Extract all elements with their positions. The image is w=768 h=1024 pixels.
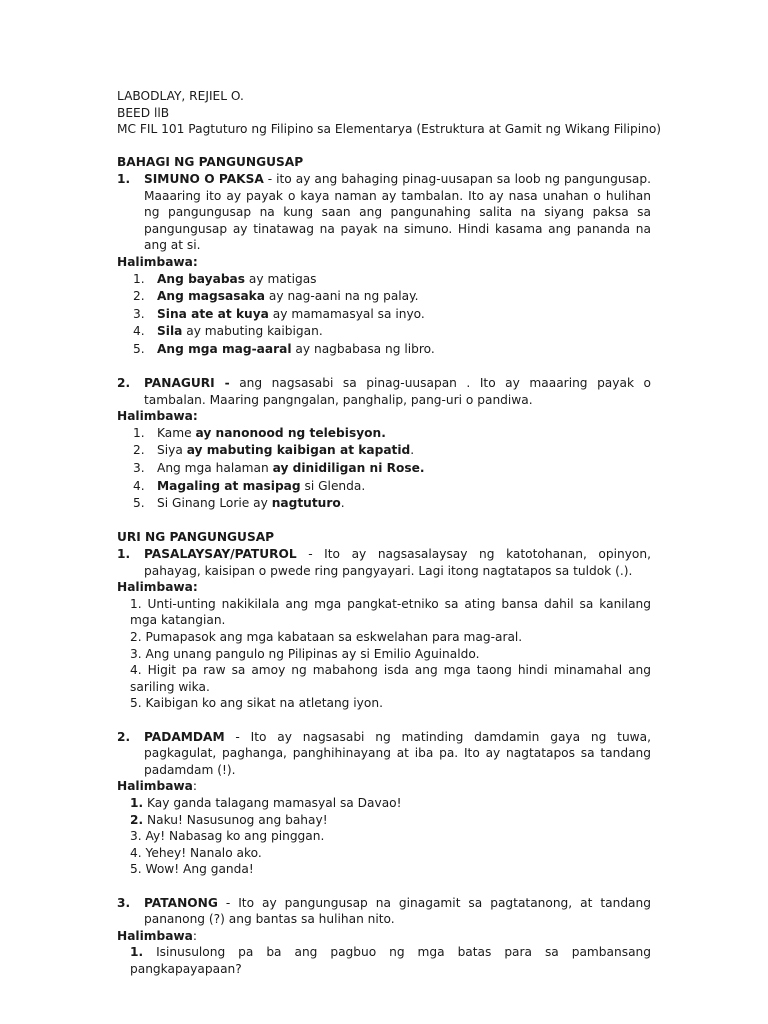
example-rest: ay nag-aani na ng palay. [265,289,419,304]
example-item [117,425,651,443]
section-title-bahagi: BAHAGI NG PANGUNGUSAP [117,155,304,170]
student-name: LABODLAY, REJIEL O. [117,89,244,103]
example-number: 3. [133,306,145,321]
example-item [117,271,651,289]
spacer [117,359,651,376]
term: PATANONG [144,895,218,910]
example-rest: ay matigas [245,271,317,286]
example-text: Kay ganda talagang mamasyal sa Davao! [143,795,402,810]
example-item: 4. Higit pa raw sa amoy ng mabahong isda ang mga taong hindi minamahal ang sariling wika. [130,663,651,694]
halimbawa-label: Halimbawa: [117,580,198,595]
document-page [117,88,662,977]
example-item: 1. Unti-unting nakikilala ang mga pangkat-etniko sa ating bansa dahil sa kanilang mga katangian. [130,596,651,628]
definition-text: - Ito ay nagsasalaysay ng katotohanan, opinyon, pahayag, kaisipan o pwede ring pangyayari. Lagi itong nagtatapos sa tuldok (.). [144,547,651,578]
patanong-definition [117,895,651,928]
example-number: 1. [133,271,145,286]
example-text: Isinusulong pa ba ang pagbuo ng mga batas para sa pambansang pangkapayapaan? [130,945,651,976]
example-number: 1. [130,795,144,810]
example-number: 2. [133,289,145,304]
example-number: 4. [133,478,145,493]
halimbawa-label [117,778,651,795]
simuno-definition [117,171,651,254]
example-item [117,861,651,878]
example-subject: Sila [157,324,183,339]
example-item [117,288,651,306]
example-number: 3. [133,461,145,476]
example-item [117,442,651,460]
halimbawa-word: Halimbawa [117,928,193,943]
example-text: Ay! Nabasag ko ang pinggan. [141,829,325,844]
example-predicate: ay dinidiligan ni Rose. [272,461,425,476]
example-number: 4. [133,324,145,339]
example-subject: Ang magsasaka [157,289,266,304]
example-subject: Ang mga mag-aaral [157,341,292,356]
example-item [117,341,651,359]
item-number: 1. [117,171,131,186]
example-item [117,495,651,513]
example-item [117,828,651,845]
student-program: BEED llB [117,105,170,120]
example-item: 2. Pumapasok ang mga kabataan sa eskwelahan para mag-aral. [130,630,523,644]
item-number: 2. [117,376,131,391]
example-pre: Siya [157,443,187,458]
halimbawa-label: Halimbawa: [117,254,198,269]
panaguri-definition [117,375,651,408]
item-number: 1. [117,547,131,562]
example-subject: Sina ate at kuya [157,306,269,321]
example-predicate: ay nanonood ng telebisyon. [195,425,386,440]
example-text: Wow! Ang ganda! [141,862,254,877]
example-number: 1. [130,945,144,960]
item-number: 2. [117,729,131,744]
example-rest: ay mabuting kaibigan. [182,324,323,339]
example-item [117,306,651,324]
example-rest: ay nagbabasa ng libro. [291,341,435,356]
example-post: . [340,496,345,511]
example-item [117,812,651,829]
example-predicate: Magaling at masipag [157,478,301,493]
spacer [117,878,651,895]
halimbawa-label: Halimbawa: [117,409,198,424]
spacer [117,712,651,729]
item-number: 3. [117,895,131,910]
example-item [117,323,651,341]
example-number: 2. [133,443,145,458]
course-title: MC FIL 101 Pagtuturo ng Filipino sa Elementarya (Estruktura at Gamit ng Wikang Filipino) [117,122,662,137]
example-number: 1. [133,425,145,440]
example-number: 5. [133,341,145,356]
padamdam-definition [117,729,651,779]
example-text: Yehey! Nanalo ako. [141,845,262,860]
spacer [117,138,651,155]
example-item: 3. Ang unang pangulo ng Pilipinas ay si Emilio Aguinaldo. [130,646,480,661]
example-predicate: nagtuturo [271,496,341,511]
example-pre: Kame [157,425,196,440]
example-item [117,944,651,977]
example-item [117,478,651,496]
colon: : [192,928,198,943]
definition-text: - ito ay ang bahaging pinag-uusapan sa loob ng pangungusap. Maaaring ito ay payak o kaya naman ay tambalan. Ito ay nasa unahan o hulihan ng pangungusap na kung saan ang pangunahing salita na siyang paksa sa pangungusap ay tinatawag na payak na simuno. Hindi kasama ang pananda na ang at si. [144,171,651,253]
example-number: 2. [130,812,144,827]
example-number: 3. [130,829,142,844]
example-item [117,795,651,812]
example-text: Naku! Nasusunog ang bahay! [143,812,328,827]
example-number: 5. [130,862,142,877]
spacer [117,513,651,530]
example-post: si Glenda. [300,478,366,493]
example-rest: ay mamamasyal sa inyo. [268,306,425,321]
example-item: 5. Kaibigan ko ang sikat na atletang iyon. [130,696,383,711]
example-predicate: ay mabuting kaibigan at kapatid [186,443,411,458]
term: PANAGURI - [144,376,230,391]
colon: : [192,779,198,794]
definition-text: ang nagsasabi sa pinag-uusapan . Ito ay maaaring payak o tambalan. Maaring pangngalan, panghalip, pang-uri o pandiwa. [144,376,652,407]
term: SIMUNO O PAKSA [144,171,264,186]
example-pre: Ang mga halaman [157,461,273,476]
example-pre: Si Ginang Lorie ay [157,496,272,511]
example-item [117,845,651,862]
example-post: . [410,443,415,458]
example-number: 4. [130,845,142,860]
section-title-uri: URI NG PANGUNGUSAP [117,530,275,545]
term: PASALAYSAY/PATUROL [144,547,297,562]
halimbawa-word: Halimbawa [117,779,193,794]
halimbawa-label [117,928,651,945]
example-number: 5. [133,496,145,511]
definition-text: - Ito ay pangungusap na ginagamit sa pagtatanong, at tandang pananong (?) ang bantas sa hulihan nito. [144,895,651,927]
example-subject: Ang bayabas [157,271,246,286]
definition-text: - Ito ay nagsasabi ng matinding damdamin gaya ng tuwa, pagkagulat, paghanga, panghihinayang at iba pa. Ito ay nagtatapos sa tandang padamdam (!). [144,729,651,777]
pasalaysay-definition [117,546,651,579]
example-item [117,460,651,478]
term: PADAMDAM [144,729,225,744]
